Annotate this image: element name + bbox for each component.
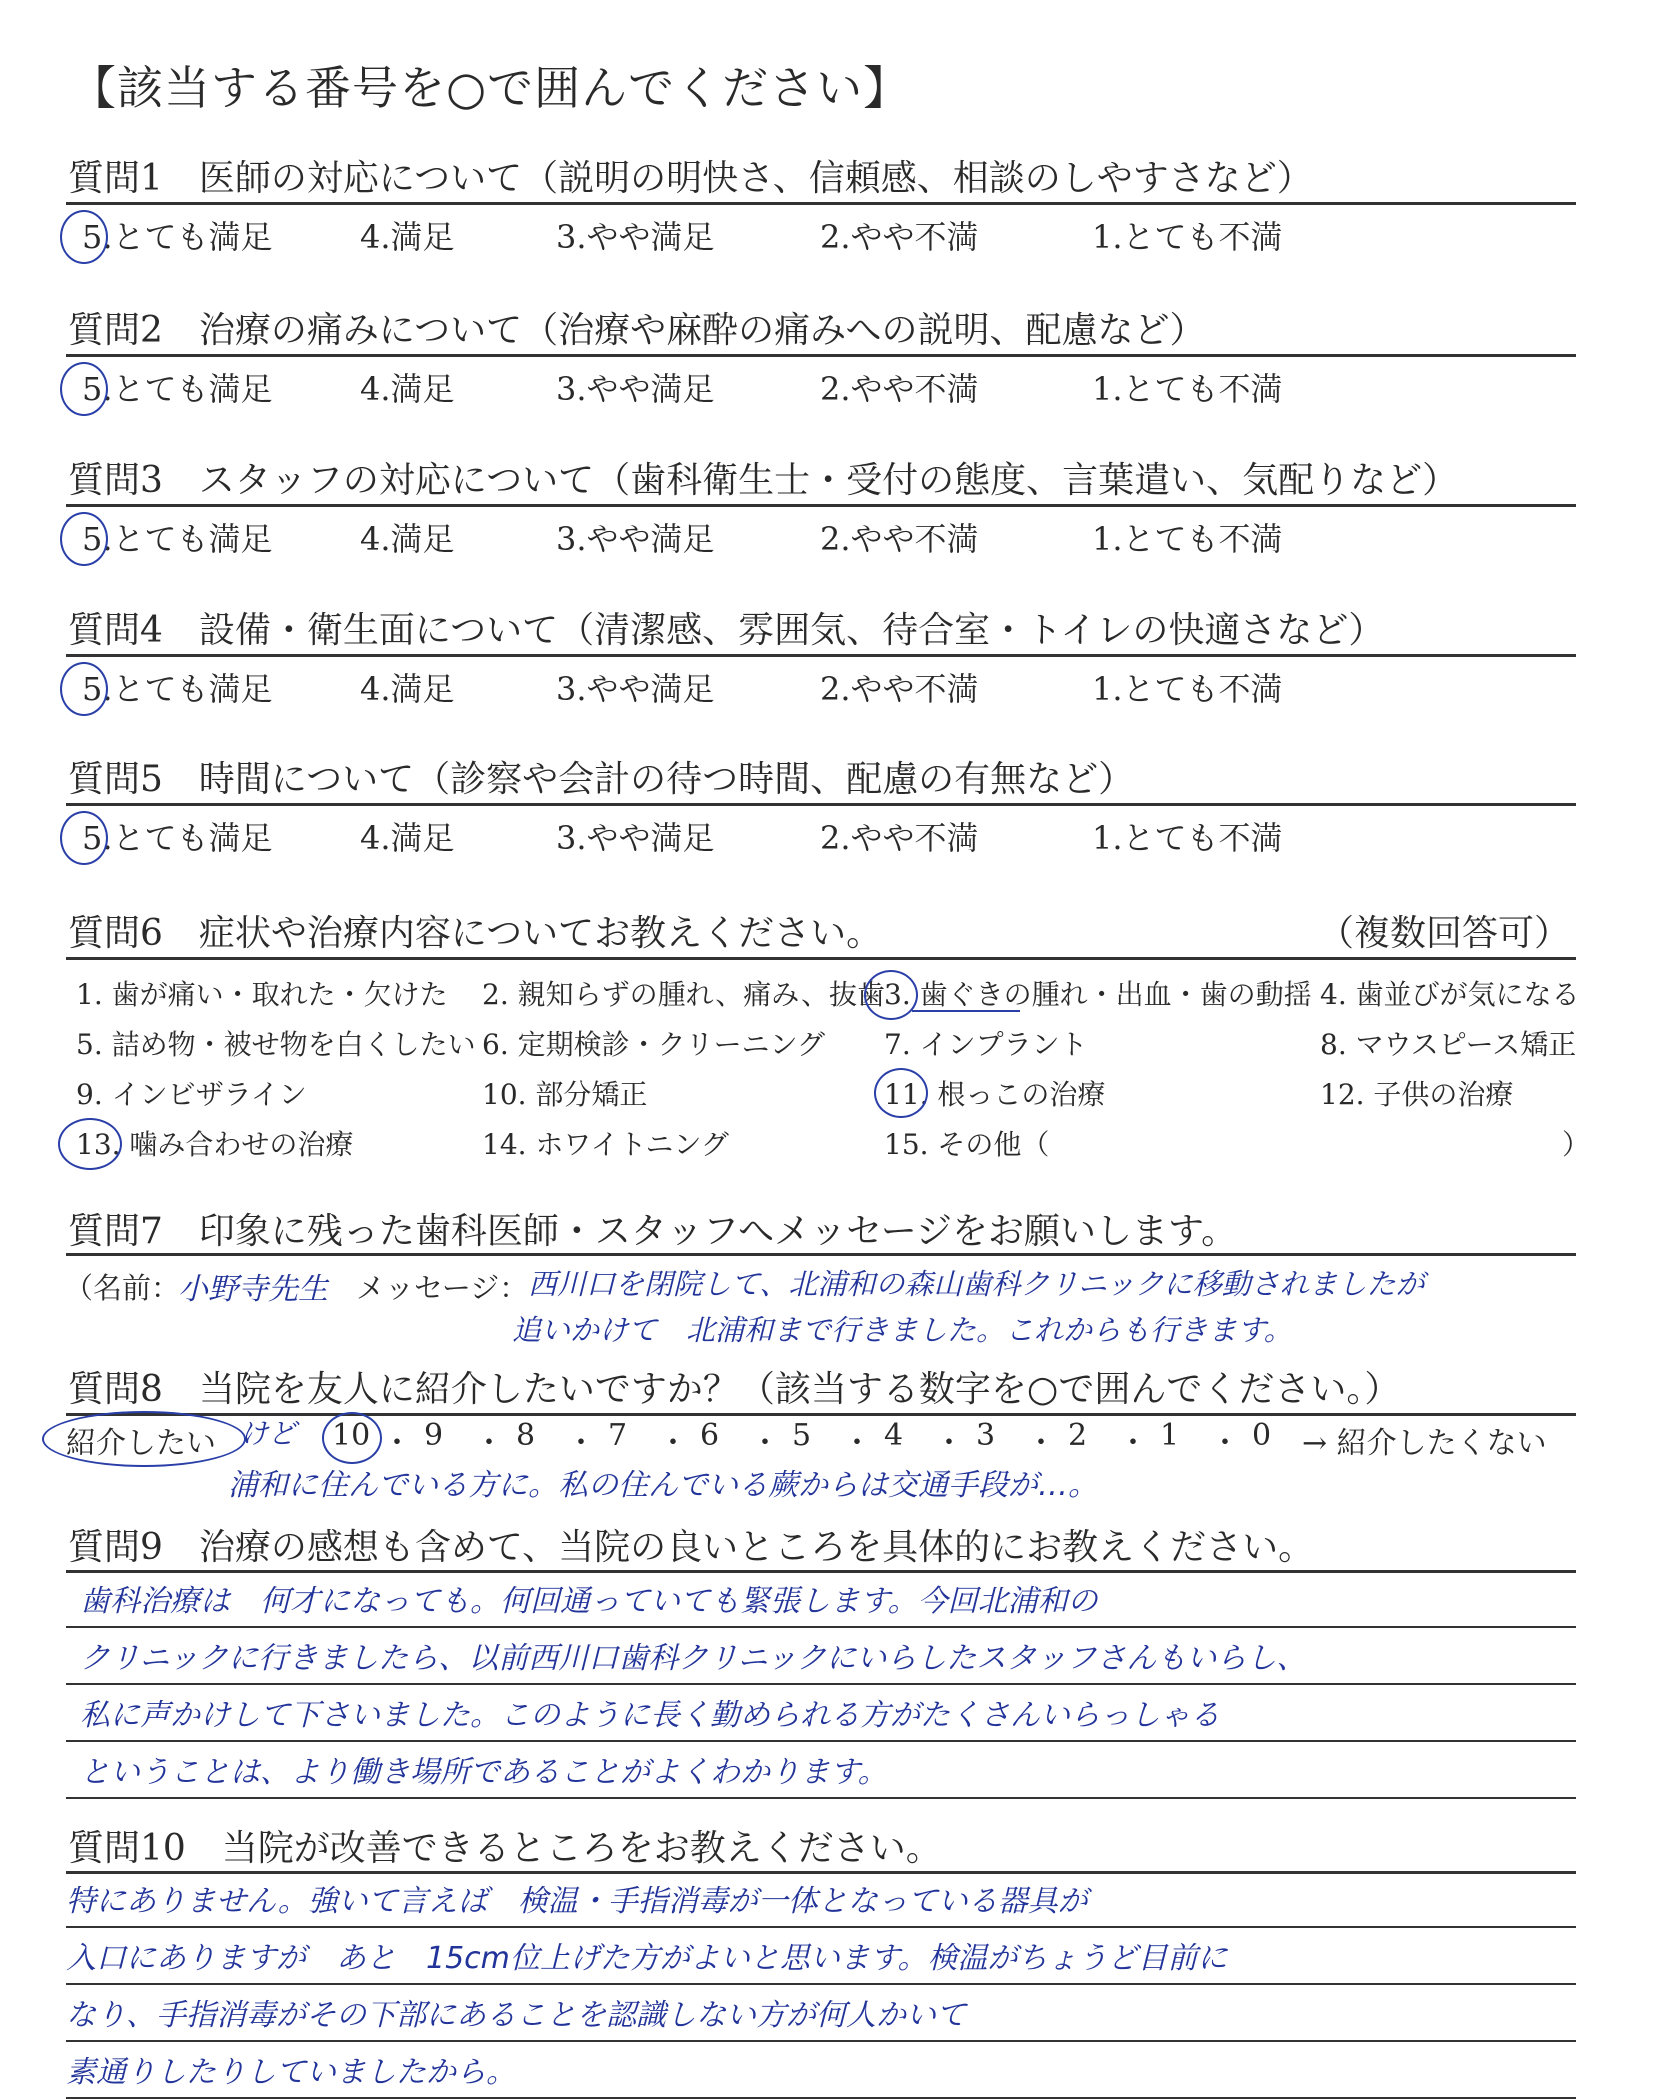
q6-note: （複数回答可） (1318, 913, 1571, 954)
q5-selected-circle (60, 811, 108, 865)
q5-rule (66, 803, 1576, 806)
q1-option-1: 1.とても不満 (1092, 218, 1283, 256)
q8-comment: 浦和に住んでいる方に。私の住んでいる蕨からは交通手段が…。 (228, 1468, 1098, 1503)
q8-left-label-circle (42, 1411, 246, 1467)
q5-option-1: 1.とても不満 (1092, 819, 1283, 857)
q3-option-5: 5.とても満足 (82, 520, 273, 558)
q6-option-15: 15. その他（ (884, 1128, 1050, 1161)
q2-option-3: 3.やや満足 (556, 370, 715, 408)
q3-option-3: 3.やや満足 (556, 520, 715, 558)
q8-title: 質問8 当院を友人に紹介したいですか？（該当する数字を○で囲んでください。） (68, 1369, 1401, 1410)
q6-option-2: 2. 親知らずの腫れ、痛み、抜歯 (482, 978, 885, 1011)
q4-option-3: 3.やや満足 (556, 670, 715, 708)
q8-scale-7: 7 (608, 1418, 628, 1453)
q8-separator: ・ (474, 1426, 504, 1461)
q4-option-5: 5.とても満足 (82, 670, 273, 708)
q8-scale-5: 5 (792, 1418, 812, 1453)
q5-title: 質問5 時間について（診察や会計の待つ時間、配慮の有無など） (68, 759, 1135, 800)
q2-option-2: 2.やや不満 (820, 370, 979, 408)
q1-option-2: 2.やや不満 (820, 218, 979, 256)
q3-option-4: 4.満足 (360, 520, 455, 558)
q10-answer-line: 特にありません。強いて言えば 検温・手指消毒が一体となっている器具が (66, 1884, 1088, 1919)
q7-message-label: メッセージ： (356, 1271, 529, 1305)
q4-option-4: 4.満足 (360, 670, 455, 708)
q2-rule (66, 354, 1576, 357)
q8-separator: ・ (658, 1426, 688, 1461)
q9-answer-line: ということは、より働き場所であることがよくわかります。 (80, 1755, 888, 1790)
q6-option-12: 12. 子供の治療 (1320, 1078, 1514, 1111)
q6-option-10: 10. 部分矯正 (482, 1078, 648, 1111)
q8-scale-2: 2 (1068, 1418, 1088, 1453)
q9-answer-line: 私に声かけして下さいました。このように長く勤められる方がたくさんいらっしゃる (80, 1698, 1220, 1733)
q8-separator: ・ (1210, 1426, 1240, 1461)
q1-rule (66, 202, 1576, 205)
q6-option-13: 13. 噛み合わせの治療 (76, 1128, 354, 1161)
q8-separator: ・ (382, 1426, 412, 1461)
q2-selected-circle (60, 362, 108, 416)
q6-option-11: 11. 根っこの治療 (884, 1078, 1106, 1111)
q6-option-9: 9. インビザライン (76, 1078, 307, 1111)
q6-title: 質問6 症状や治療内容についてお教えください。 (68, 913, 883, 954)
q9-answer-line: 歯科治療は 何才になっても。何回通っていても緊張します。今回北浦和の (80, 1584, 1098, 1619)
q7-rule (66, 1253, 1576, 1256)
q8-scale-10: 10 (332, 1418, 371, 1453)
q1-option-4: 4.満足 (360, 218, 455, 256)
q10-answer-rule (66, 1983, 1576, 1985)
q7-name-value: 小野寺先生 (178, 1272, 328, 1307)
q1-title: 質問1 医師の対応について（説明の明快さ、信頼感、相談のしやすさなど） (68, 158, 1313, 199)
q9-title: 質問9 治療の感想も含めて、当院の良いところを具体的にお教えください。 (68, 1527, 1315, 1568)
q5-option-5: 5.とても満足 (82, 819, 273, 857)
q1-selected-circle (60, 210, 108, 264)
q10-answer-line: 素通りしたりしていましたから。 (66, 2055, 516, 2090)
q8-left-label: 紹介したい (66, 1426, 216, 1461)
q7-title: 質問7 印象に残った歯科医師・スタッフへメッセージをお願いします。 (68, 1211, 1238, 1252)
q9-answer-rule (66, 1683, 1576, 1685)
q6-option-8: 8. マウスピース矯正 (1320, 1028, 1577, 1061)
q6-underline (912, 1010, 1020, 1012)
q6-option-5: 5. 詰め物・被せ物を白くしたい (76, 1028, 476, 1061)
q3-rule (66, 504, 1576, 507)
q6-option-14: 14. ホワイトニング (482, 1128, 729, 1161)
q6-option-7: 7. インプラント (884, 1028, 1088, 1061)
q10-answer-line: 入口にありますが あと 15cm位上げた方がよいと思います。検温がちょうど目前に (66, 1941, 1228, 1976)
q6-option-6: 6. 定期検診・クリーニング (482, 1028, 826, 1061)
q10-rule (66, 1871, 1576, 1874)
q3-option-1: 1.とても不満 (1092, 520, 1283, 558)
q8-scale-6: 6 (700, 1418, 720, 1453)
q8-scale-0: 0 (1252, 1418, 1272, 1453)
q5-option-2: 2.やや不満 (820, 819, 979, 857)
q9-answer-rule (66, 1626, 1576, 1628)
q3-title: 質問3 スタッフの対応について（歯科衛生士・受付の態度、言葉遣い、気配りなど） (68, 460, 1459, 501)
q8-scale-3: 3 (976, 1418, 996, 1453)
q8-separator: ・ (842, 1426, 872, 1461)
q6-rule (66, 957, 1576, 960)
q8-handwritten-prefix: けど (240, 1417, 297, 1450)
q4-option-2: 2.やや不満 (820, 670, 979, 708)
q8-scale-4: 4 (884, 1418, 904, 1453)
q8-scale-9: 9 (424, 1418, 444, 1453)
q6-option-3: 3. 歯ぐきの腫れ・出血・歯の動揺 (884, 978, 1312, 1011)
q9-answer-rule (66, 1740, 1576, 1742)
q4-title: 質問4 設備・衛生面について（清潔感、雰囲気、待合室・トイレの快適さなど） (68, 610, 1385, 651)
q8-separator: ・ (934, 1426, 964, 1461)
q10-title: 質問10 当院が改善できるところをお教えください。 (68, 1828, 942, 1869)
q2-option-4: 4.満足 (360, 370, 455, 408)
q5-option-4: 4.満足 (360, 819, 455, 857)
q8-separator: ・ (1026, 1426, 1056, 1461)
q2-option-1: 1.とても不満 (1092, 370, 1283, 408)
q8-scale-8: 8 (516, 1418, 536, 1453)
q8-right-label: → 紹介したくない (1302, 1426, 1547, 1461)
q4-selected-circle (60, 662, 108, 716)
q4-option-1: 1.とても不満 (1092, 670, 1283, 708)
q6-option-1: 1. 歯が痛い・取れた・欠けた (76, 978, 448, 1011)
q6-selected-circle-13 (58, 1118, 122, 1170)
q6-selected-circle-3 (864, 970, 918, 1020)
q2-title: 質問2 治療の痛みについて（治療や麻酔の痛みへの説明、配慮など） (68, 310, 1206, 351)
q3-option-2: 2.やや不満 (820, 520, 979, 558)
q8-separator: ・ (1118, 1426, 1148, 1461)
q8-separator: ・ (566, 1426, 596, 1461)
q2-option-5: 5.とても満足 (82, 370, 273, 408)
q9-answer-rule (66, 1797, 1576, 1799)
q3-selected-circle (60, 512, 108, 566)
q6-option-4: 4. 歯並びが気になる (1320, 978, 1580, 1011)
q4-rule (66, 654, 1576, 657)
q10-answer-line: なり、手指消毒がその下部にあることを認識しない方が何人かいて (66, 1998, 966, 2033)
q7-name-label: （名前： (64, 1271, 181, 1305)
q10-answer-rule (66, 1926, 1576, 1928)
q8-selected-circle (322, 1412, 382, 1464)
page-header: 【該当する番号を○で囲んでください】 (70, 61, 911, 115)
q1-option-3: 3.やや満足 (556, 218, 715, 256)
q1-option-5: 5.とても満足 (82, 218, 273, 256)
q7-message-line-2: 追いかけて 北浦和まで行きました。これからも行きます。 (512, 1313, 1293, 1347)
q8-separator: ・ (750, 1426, 780, 1461)
q7-message-line-1: 西川口を閉院して、北浦和の森山歯科クリニックに移動されましたが (528, 1267, 1425, 1301)
q9-rule (66, 1570, 1576, 1573)
q8-scale-1: 1 (1160, 1418, 1180, 1453)
q10-answer-rule (66, 2040, 1576, 2042)
q9-answer-line: クリニックに行きましたら、以前西川口歯科クリニックにいらしたスタッフさんもいらし、 (80, 1641, 1307, 1676)
q6-option-16: ） (1562, 1128, 1591, 1161)
q5-option-3: 3.やや満足 (556, 819, 715, 857)
q6-selected-circle-11 (874, 1068, 928, 1118)
